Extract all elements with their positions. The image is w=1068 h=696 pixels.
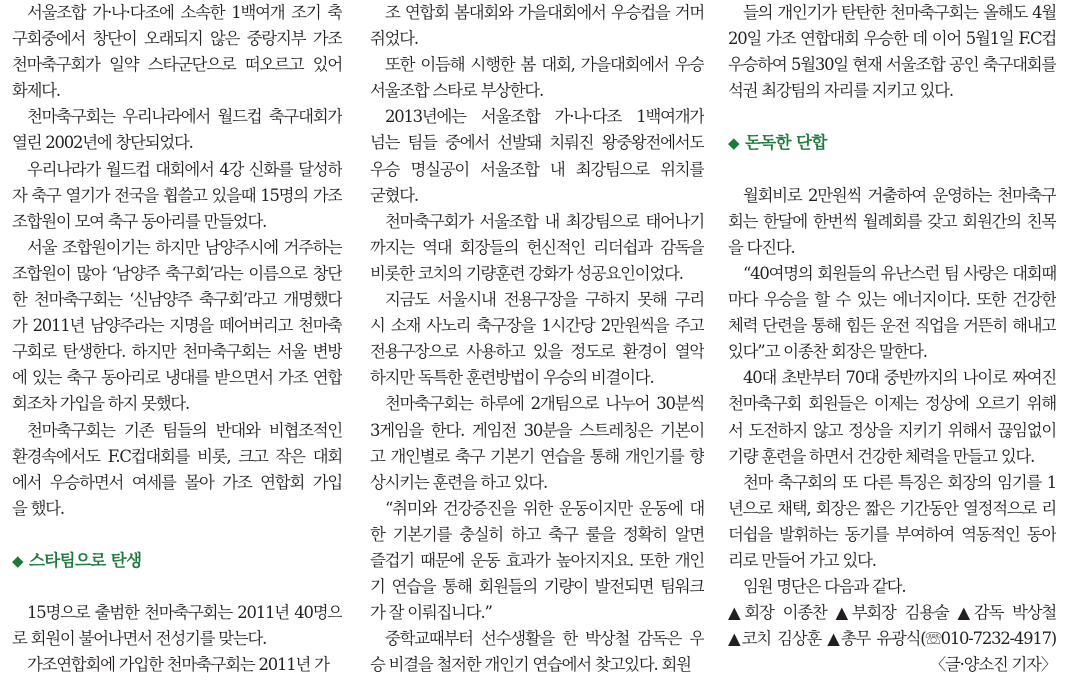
article-text-line: 전용구장으로 사용하고 있을 정도로 환경이 열악 [370, 342, 704, 362]
section-heading-text: 스타팀으로 탄생 [28, 550, 142, 570]
article-text-line: 천마축구회는 우리나라에서 월드컵 축구대회가 [27, 107, 342, 127]
article-text-line: 즐겁기 때문에 운동 효과가 높아지지요. 또한 개인 [370, 550, 704, 570]
article-text-line: 에 있는 축구 동아리로 냉대를 받으면서 가조 연합 [12, 368, 342, 388]
spacer [12, 574, 342, 600]
article-text-line: “40여명의 회원들의 유난스런 팀 사랑은 대회때 [743, 263, 1056, 283]
article-text-line: 천마 축구회의 또 다른 특징은 회장의 임기를 1 [743, 472, 1056, 492]
article-text-line: 임원 명단은 다음과 같다. [743, 577, 906, 597]
article-text-line: 있다”고 이종찬 회장은 말한다. [728, 342, 927, 362]
section-heading-star-team [12, 548, 342, 574]
article-text-line: 하지만 독특한 훈련방법이 우승의 비결이다. [370, 368, 654, 388]
article-text-line: 한 기본기를 충실히 하고 축구 룰을 정확히 알면 [370, 524, 704, 544]
article-text-line: 가 잘 이뤄집니다.” [370, 603, 492, 623]
article-text-line: 중학교때부터 선수생활을 한 박상철 감독은 우 [385, 629, 704, 649]
section-heading-unity [728, 130, 1056, 156]
article-text-line: 서울조합 스타로 부상한다. [370, 81, 543, 101]
article-text-line: 우리나라가 월드컵 대회에서 4강 신화를 달성하 [27, 159, 342, 179]
spacer [728, 104, 1056, 130]
article-text-line: 가조연합회에 가입한 천마축구회는 2011년 가 [27, 655, 329, 675]
article-text-line: 서울조합 가·나·다조에 소속한 1백여개 조기 축 [27, 3, 342, 22]
article-text-line: 또한 이듬해 시행한 봄 대회, 가을대회에서 우승 [385, 55, 704, 75]
article-text-line: 우승하여 5월30일 현재 서울조합 공인 축구대회를 [728, 55, 1056, 75]
article-text-line: 더쉽을 발휘하는 동기를 부여하여 역동적인 동아 [728, 524, 1056, 544]
article-text-line: 화제다. [12, 81, 60, 101]
article-text-line: 굳혔다. [370, 185, 418, 205]
staff-roster-line: ▲코치 김상훈 ▲총무 유광식(☏010-7232-4917) [728, 629, 1056, 649]
article-text-line: 을 했다. [12, 498, 64, 518]
diamond-icon: ◆ [12, 551, 23, 570]
article-text-line: 리로 만들어 가고 있다. [728, 550, 876, 570]
article-text-line: 서 도전하지 않고 정상을 지키기 위해서 끊임없이 [728, 420, 1056, 440]
article-text-line: 넘는 팀들 중에서 선발돼 치뤄진 왕중왕전에서도 [370, 133, 704, 153]
article-text-line: 가 2011년 남양주라는 지명을 떼어버리고 천마축 [12, 316, 342, 336]
article-column-3 [728, 0, 1056, 678]
article-text-line: 년으로 채택, 회장은 짧은 기간동안 열정적으로 리 [728, 498, 1056, 518]
article-text-line: 체력 단련을 통해 힘든 운전 직업을 거뜬히 해내고 [728, 316, 1056, 336]
article-text-line: 기량 훈련을 하면서 건강한 체력을 만들고 있다. [728, 446, 1035, 466]
article-text-line: 천마축구회는 기존 팀들의 반대와 비협조적인 [27, 420, 342, 440]
article-text-line: 까지는 역대 회장들의 헌신적인 리더쉽과 감독을 [370, 237, 704, 257]
article-text-line: 천마축구회는 하루에 2개팀으로 나누어 30분씩 [385, 394, 704, 414]
article-text-line: 천마축구회가 서울조합 내 최강팀으로 태어나기 [385, 211, 704, 231]
article-text-line: 40대 초반부터 70대 중반까지의 나이로 짜여진 [743, 368, 1056, 388]
article-text-line: 비롯한 코치의 기량훈련 강화가 성공요인이었다. [370, 263, 683, 283]
article-text-line: 월회비로 2만원씩 거출하여 운영하는 천마축구 [743, 185, 1056, 205]
article-text-line: 조 연합회 봄대회와 가을대회에서 우승컵을 거머 [385, 3, 704, 22]
article-text-line: 조합원이 많아 ‘남양주 축구회’라는 이름으로 창단 [12, 263, 342, 283]
spacer [12, 522, 342, 548]
article-text-line: 자 축구 열기가 전국을 휩쓸고 있을때 15명의 가조 [12, 185, 342, 205]
article-text-line: “취미와 건강증진을 위한 운동이지만 운동에 대 [385, 498, 704, 518]
article-text-line: 에서 우승하면서 여세를 몰아 가조 연합회 가입 [12, 472, 342, 492]
spacer [728, 157, 1056, 183]
article-column-2 [370, 0, 704, 678]
article-text-line: 승 비결을 철저한 개인기 연습에서 찾고있다. 회원 [370, 655, 691, 675]
article-text-line: 열린 2002년에 창단되었다. [12, 133, 193, 153]
article-text-line: 로 회원이 불어나면서 전성기를 맞는다. [12, 629, 267, 649]
article-column-1 [12, 0, 342, 678]
article-text-line: 고 개인별로 축구 기본기 연습을 통해 개인기를 향 [370, 446, 704, 466]
article-text-line: 15명으로 출범한 천마축구회는 2011년 40명으 [27, 603, 342, 623]
article-text-line: 20일 가조 연합대회 우승한 데 이어 5월1일 F.C컵 [728, 29, 1056, 49]
article-text-line: 우승 명실공이 서울조합 내 최강팀으로 위치를 [370, 159, 704, 179]
article-text-line: 시 소재 사노리 축구장을 1시간당 2만원씩을 주고 [370, 316, 704, 336]
article-text-line: 2013년에는 서울조합 가·나·다조 1백여개가 [385, 107, 704, 127]
article-text-line: 들의 개인기가 탄탄한 천마축구회는 올해도 4월 [743, 3, 1056, 22]
section-heading-text: 돈독한 단합 [744, 133, 827, 153]
staff-roster-line: ▲회장 이종찬 ▲부회장 김용술 ▲감독 박상철 [728, 603, 1056, 623]
article-text-line: 지금도 서울시내 전용구장을 구하지 못해 구리 [385, 290, 704, 310]
article-text-line: 을 다진다. [728, 237, 795, 257]
article-text-line: 3게임을 한다. 게임전 30분을 스트레칭은 기본이 [370, 420, 704, 440]
byline: 〈글·양소진 기자〉 [929, 655, 1056, 675]
article-text-line: 석권 최강팀의 자리를 지키고 있다. [728, 81, 953, 101]
article-text-line: 기 연습을 통해 회원들의 기량이 발전되면 팀워크 [370, 577, 704, 597]
article-text-line: 상시키는 훈련을 하고 있다. [370, 472, 548, 492]
article-text-line: 천마축구회 회원들은 이제는 정상에 오르기 위해 [728, 394, 1056, 414]
article-text-line: 조합원이 모여 축구 동아리를 만들었다. [12, 211, 267, 231]
article-text-line: 쥐었다. [370, 29, 418, 49]
article-text-line: 서울 조합원이기는 하지만 남양주시에 거주하는 [27, 237, 342, 257]
article-text-line: 구회로 탄생한다. 하지만 천마축구회는 서울 변방 [12, 342, 342, 362]
article-text-line: 환경속에서도 F.C컵대회를 비롯, 크고 작은 대회 [12, 446, 342, 466]
article-text-line: 회조차 가입을 하지 못했다. [12, 394, 190, 414]
article-text-line: 마다 우승을 할 수 있는 에너지이다. 또한 건강한 [728, 290, 1056, 310]
diamond-icon: ◆ [728, 134, 739, 153]
article-text-line: 천마축구회가 일약 스타군단으로 떠오르고 있어 [12, 55, 342, 75]
article-text-line: 한 천마축구회는 ‘신남양주 축구회’라고 개명했다 [12, 290, 342, 310]
article-text-line: 구회중에서 창단이 오래되지 않은 중랑지부 가조 [12, 29, 342, 49]
article-text-line: 회는 한달에 한번씩 월례회를 갖고 회원간의 친목 [728, 211, 1056, 231]
